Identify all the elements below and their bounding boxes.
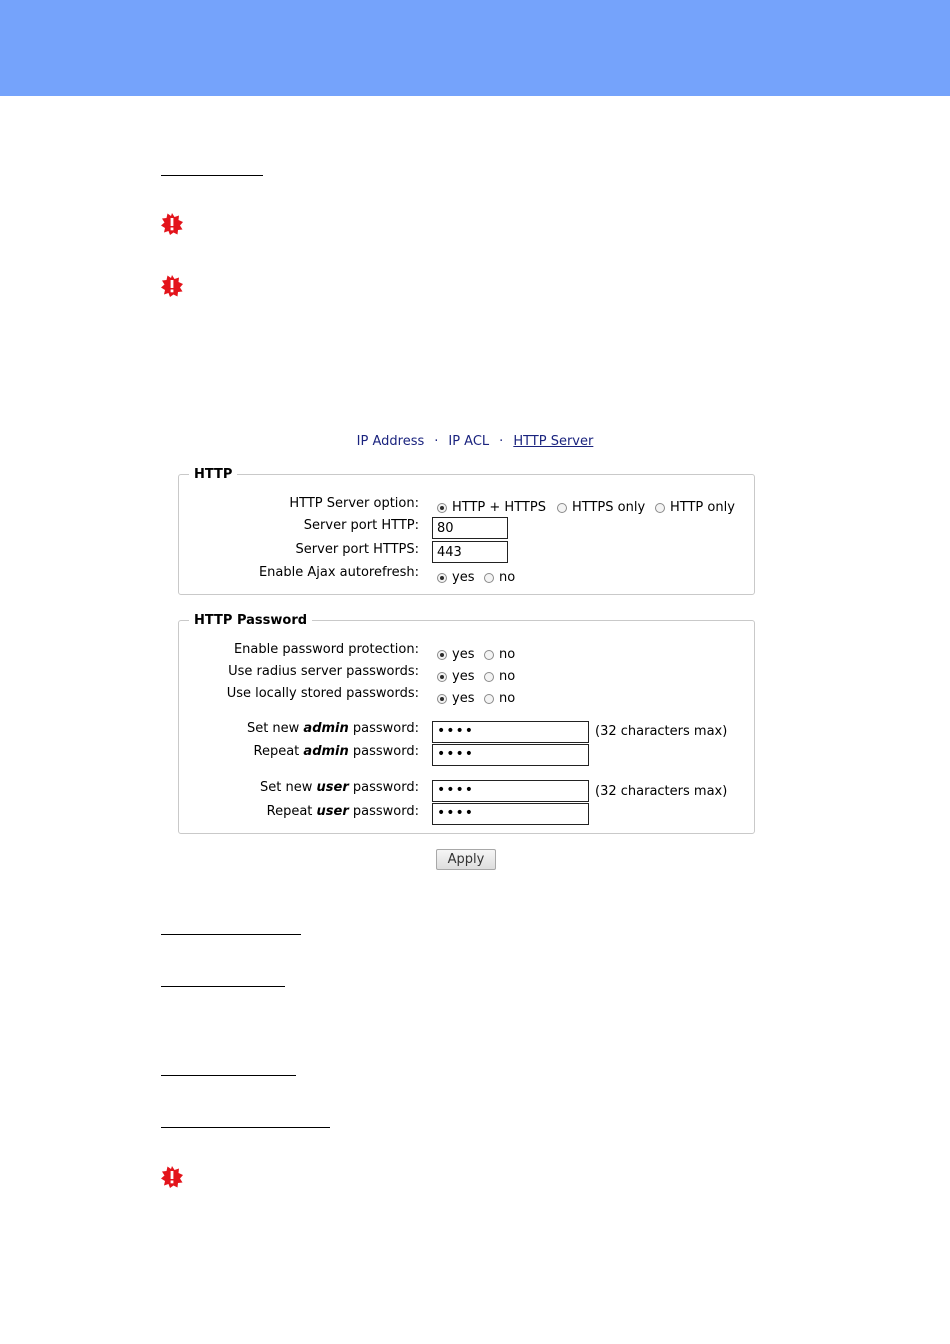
section-heading-underline bbox=[161, 1127, 330, 1128]
radio-dot[interactable] bbox=[484, 672, 494, 682]
radio-label: no bbox=[499, 570, 516, 585]
radio-label: no bbox=[499, 669, 516, 684]
radio-http-only[interactable] bbox=[655, 500, 735, 515]
section-heading-underline bbox=[161, 934, 301, 935]
admin-password-input[interactable]: •••• bbox=[432, 721, 589, 743]
config-nav bbox=[0, 434, 950, 449]
port-http-input[interactable]: 80 bbox=[432, 517, 508, 539]
radio-label: no bbox=[499, 691, 516, 706]
radio-label: no bbox=[499, 647, 516, 662]
radio-dot[interactable] bbox=[437, 503, 447, 513]
radio-https-only[interactable] bbox=[557, 500, 645, 515]
radio-http-https[interactable] bbox=[437, 500, 546, 515]
server-option-label: HTTP Server option: bbox=[289, 496, 419, 511]
port-https-label: Server port HTTPS: bbox=[295, 542, 419, 557]
ajax-label: Enable Ajax autorefresh: bbox=[258, 565, 419, 580]
warning-icon bbox=[161, 213, 183, 235]
warning-icon bbox=[161, 1166, 183, 1188]
radio-dot[interactable] bbox=[484, 650, 494, 660]
section-heading-underline bbox=[161, 986, 285, 987]
radio-dot[interactable] bbox=[484, 694, 494, 704]
radio-dot[interactable] bbox=[437, 573, 447, 583]
nav-ip-address[interactable]: IP Address bbox=[356, 434, 425, 449]
radio-radius-no[interactable] bbox=[484, 669, 515, 684]
password-legend: HTTP Password bbox=[194, 613, 308, 628]
radio-local-no[interactable] bbox=[484, 691, 515, 706]
radio-dot[interactable] bbox=[437, 694, 447, 704]
user-max-hint: (32 characters max) bbox=[595, 784, 728, 799]
nav-http-server[interactable]: HTTP Server bbox=[513, 434, 594, 449]
protection-label: Enable password protection: bbox=[233, 642, 419, 657]
admin-max-hint: (32 characters max) bbox=[595, 724, 728, 739]
radio-ajax-yes[interactable] bbox=[437, 570, 474, 585]
radio-dot[interactable] bbox=[437, 650, 447, 660]
radio-label: HTTP only bbox=[670, 500, 735, 515]
section-heading-underline bbox=[161, 175, 263, 176]
local-label: Use locally stored passwords: bbox=[226, 686, 419, 701]
port-https-input[interactable]: 443 bbox=[432, 541, 508, 563]
radio-local-yes[interactable] bbox=[437, 691, 474, 706]
port-http-label: Server port HTTP: bbox=[303, 518, 419, 533]
radio-label: yes bbox=[452, 647, 475, 662]
nav-separator: · bbox=[499, 434, 504, 449]
http-legend: HTTP bbox=[194, 467, 233, 482]
radio-protection-no[interactable] bbox=[484, 647, 515, 662]
header-bar bbox=[0, 0, 950, 96]
user-repeat-input[interactable]: •••• bbox=[432, 803, 589, 825]
radio-label: HTTP + HTTPS bbox=[452, 500, 546, 515]
user-new-label: Set new user password: bbox=[260, 780, 419, 795]
user-password-input[interactable]: •••• bbox=[432, 780, 589, 802]
admin-repeat-input[interactable]: •••• bbox=[432, 744, 589, 766]
warning-icon bbox=[161, 275, 183, 297]
section-heading-underline bbox=[161, 1075, 296, 1076]
admin-new-label: Set new admin password: bbox=[246, 721, 419, 736]
radio-dot[interactable] bbox=[484, 573, 494, 583]
radio-label: yes bbox=[452, 570, 475, 585]
radio-protection-yes[interactable] bbox=[437, 647, 474, 662]
nav-ip-acl[interactable]: IP ACL bbox=[448, 434, 490, 449]
radio-radius-yes[interactable] bbox=[437, 669, 474, 684]
radio-dot[interactable] bbox=[655, 503, 665, 513]
nav-separator: · bbox=[434, 434, 439, 449]
radio-ajax-no[interactable] bbox=[484, 570, 515, 585]
radio-dot[interactable] bbox=[437, 672, 447, 682]
user-repeat-label: Repeat user password: bbox=[266, 804, 419, 819]
radio-label: yes bbox=[452, 669, 475, 684]
admin-repeat-label: Repeat admin password: bbox=[253, 744, 419, 759]
apply-button[interactable]: Apply bbox=[436, 849, 496, 870]
radio-label: HTTPS only bbox=[572, 500, 646, 515]
radio-label: yes bbox=[452, 691, 475, 706]
radius-label: Use radius server passwords: bbox=[228, 664, 419, 679]
radio-dot[interactable] bbox=[557, 503, 567, 513]
